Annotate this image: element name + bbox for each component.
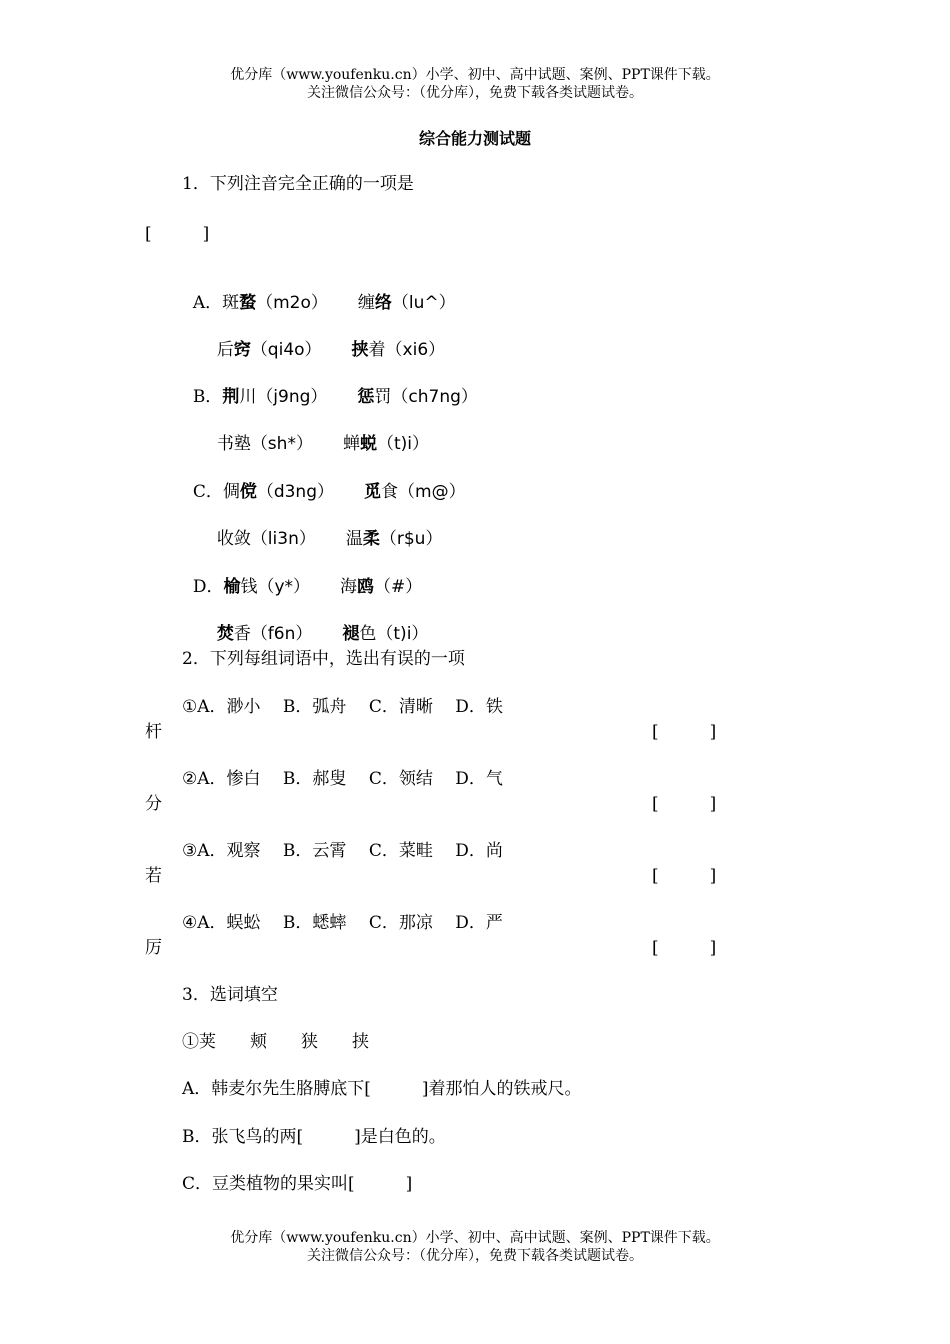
word: 罚: [374, 387, 392, 407]
word: 斑: [222, 293, 240, 313]
pinyin: （j9ng）: [256, 387, 328, 407]
header-line-2: 关注微信公众号：（优分库），免费下载各类试题试卷。: [307, 85, 643, 101]
pinyin: （#）: [374, 577, 423, 597]
word: 收: [216, 529, 234, 549]
emphasized-char: 络: [374, 293, 392, 313]
word: 着: [368, 340, 386, 360]
word: 色: [359, 624, 377, 644]
q2-item-2-bracket: [ ]: [652, 794, 717, 814]
q3-sentence-c: C．豆类植物的果实叫[ ]: [182, 1174, 413, 1194]
q1-option-c-line2: [206, 506, 442, 550]
word: 钱: [240, 577, 258, 597]
word: 后: [216, 340, 234, 360]
pinyin: （t)i）: [376, 434, 429, 454]
pinyin: （qi4o）: [250, 340, 322, 360]
header-line-1: 优分库（www.youfenku.cn）小学、初中、高中试题、案例、PPT课件下载。: [230, 67, 720, 83]
word: 温: [345, 529, 363, 549]
word: 敛: [233, 529, 251, 549]
option-label: C．: [192, 482, 223, 502]
footer-line-2: 关注微信公众号：（优分库），免费下载各类试题试卷。: [307, 1248, 643, 1264]
word: 海: [340, 577, 358, 597]
q2-item-1-bracket: [ ]: [652, 722, 717, 742]
word: 川: [239, 387, 257, 407]
q2-item-1-tail: 杆: [145, 722, 162, 742]
option-label: B．: [192, 387, 223, 407]
pinyin: （li3n）: [250, 529, 316, 549]
emphasized-char: 蜕: [359, 434, 377, 454]
q2-item-2-tail: 分: [145, 794, 162, 814]
q2-item-3-bracket: [ ]: [652, 866, 717, 886]
word: 倜: [222, 482, 240, 502]
q1-option-d-line1: [182, 554, 422, 598]
pinyin: （m@）: [398, 482, 466, 502]
pinyin: （ch7ng）: [391, 387, 478, 407]
option-label: A．: [192, 293, 223, 313]
emphasized-char: 觅: [364, 482, 382, 502]
emphasized-char: 傥: [239, 482, 257, 502]
footer-line-1: 优分库（www.youfenku.cn）小学、初中、高中试题、案例、PPT课件下载。: [230, 1230, 720, 1246]
emphasized-char: 榆: [223, 577, 241, 597]
q1-stem: 1．下列注音完全正确的一项是: [182, 174, 414, 194]
q1-option-b-line1: [182, 364, 478, 408]
q3-sentence-a: A．韩麦尔先生胳膊底下[ ]着那怕人的铁戒尺。: [182, 1079, 582, 1099]
emphasized-char: 柔: [362, 529, 380, 549]
q2-item-3: ③A．观察 B．云霄 C．菜畦 D．尚: [182, 841, 503, 861]
pinyin: （lu^）: [391, 293, 456, 313]
q1-answer-bracket: [ ]: [145, 224, 210, 244]
emphasized-char: 褪: [342, 624, 360, 644]
word: 书: [216, 434, 234, 454]
pinyin: （r$u）: [379, 529, 443, 549]
emphasized-char: 焚: [216, 624, 234, 644]
pinyin: （t)i）: [376, 624, 429, 644]
q2-item-3-tail: 若: [145, 866, 162, 886]
emphasized-char: 惩: [357, 387, 375, 407]
q2-item-2: ②A．惨白 B．郝叟 C．领结 D．气: [182, 769, 503, 789]
pinyin: （sh*）: [250, 434, 313, 454]
pinyin: （y*）: [257, 577, 311, 597]
option-label: D．: [192, 577, 224, 597]
pinyin: （d3ng）: [256, 482, 335, 502]
page-title: 综合能力测试题: [418, 129, 531, 148]
page-header: [0, 66, 950, 102]
q1-option-a-line2: [206, 317, 445, 361]
q1-option-d-line2: [206, 601, 428, 645]
q3-stem: 3．选词填空: [182, 985, 278, 1005]
page-footer: [0, 1229, 950, 1265]
q1-option-b-line2: [206, 411, 429, 455]
q2-item-4-bracket: [ ]: [652, 938, 717, 958]
emphasized-char: 荆: [222, 387, 240, 407]
q2-item-4-tail: 厉: [145, 938, 162, 958]
q2-item-1: ①A．渺小 B．弧舟 C．清晰 D．铁: [182, 697, 503, 717]
pinyin: （f6n）: [250, 624, 313, 644]
q3-sentence-b: B．张飞鸟的两[ ]是白色的。: [182, 1127, 446, 1147]
emphasized-char: 挟: [351, 340, 369, 360]
q2-stem: 2．下列每组词语中，选出有误的一项: [182, 649, 465, 669]
q3-word-choices: ①荚 颊 狭 挟: [182, 1032, 369, 1052]
word: 缠: [357, 293, 375, 313]
pinyin: （xi6）: [385, 340, 446, 360]
word: 食: [381, 482, 399, 502]
emphasized-char: 鸥: [357, 577, 375, 597]
q1-option-c-line1: [182, 459, 466, 503]
word: 塾: [233, 434, 251, 454]
pinyin: （m2o）: [256, 293, 328, 313]
word: 蝉: [342, 434, 360, 454]
word: 香: [233, 624, 251, 644]
q2-item-4: ④A．蜈蚣 B．蟋蟀 C．那凉 D．严: [182, 913, 503, 933]
emphasized-char: 窍: [233, 340, 251, 360]
emphasized-char: 蝥: [239, 293, 257, 313]
q1-option-a-line1: [182, 270, 456, 314]
